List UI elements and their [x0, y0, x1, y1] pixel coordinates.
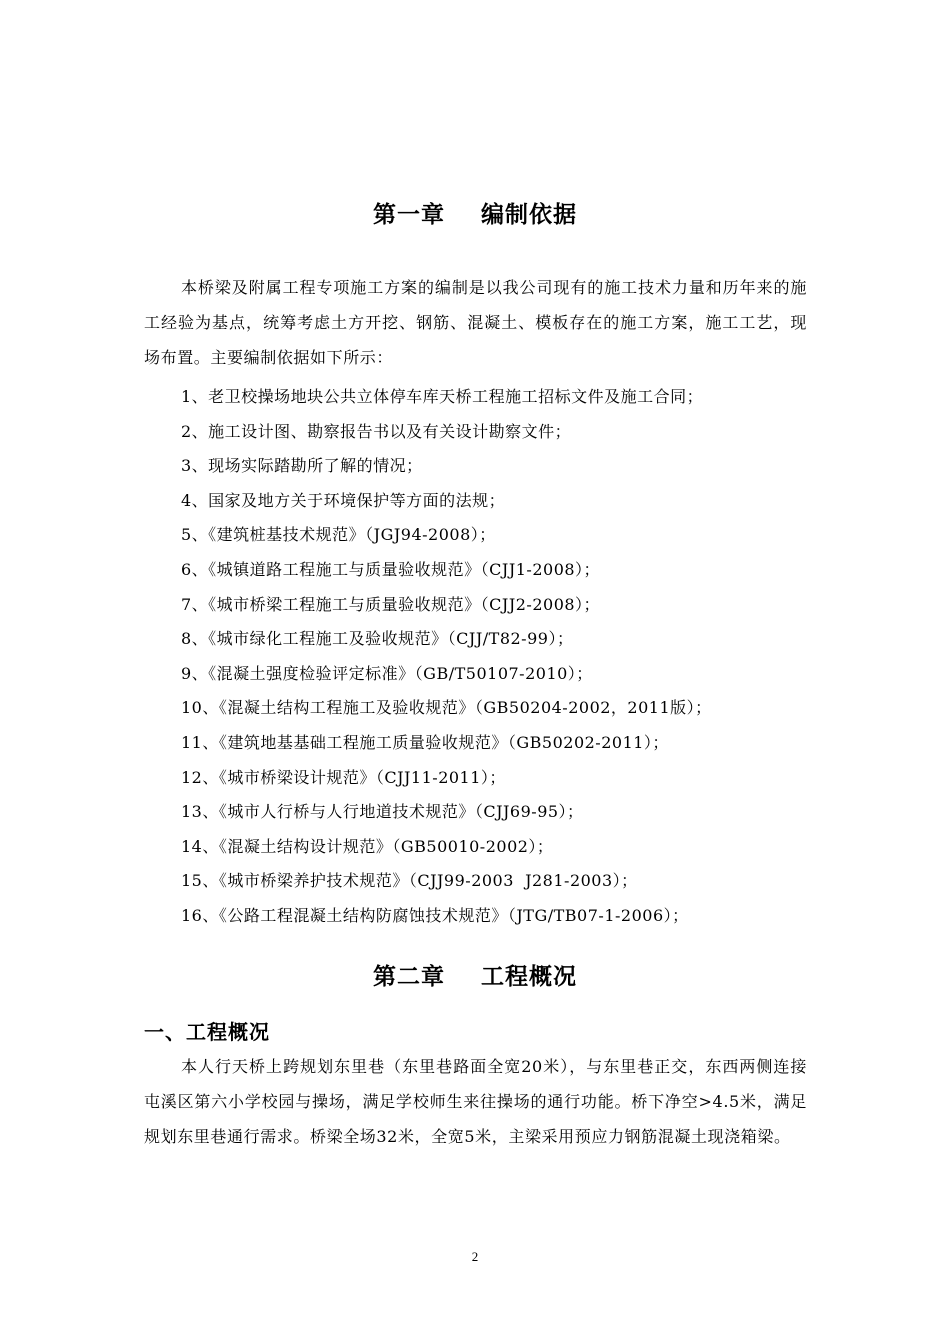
list-item: 2、施工设计图、勘察报告书以及有关设计勘察文件； [181, 421, 572, 441]
list-item: 8、《城市绿化工程施工及验收规范》（CJJ/T82-99）； [181, 629, 574, 649]
list-item: 14、《混凝土结构设计规范》（GB50010-2002）； [181, 836, 554, 856]
list-item: 11、《建筑地基基础工程施工质量验收规范》（GB50202-2011）； [181, 732, 669, 752]
list-item: 13、《城市人行桥与人行地道技术规范》（CJJ69-95）； [181, 802, 584, 822]
list-item: 9、《混凝土强度检验评定标准》（GB/T50107-2010）； [181, 663, 593, 683]
list-item: 7、《城市桥梁工程施工与质量验收规范》（CJJ2-2008）； [181, 594, 601, 614]
list-item: 10、《混凝土结构工程施工及验收规范》（GB50204-2002，2011版）； [181, 698, 712, 718]
chapter-1-title: 第一章 编制依据 [372, 202, 578, 228]
list-item: 6、《城镇道路工程施工与质量验收规范》（CJJ1-2008）； [181, 559, 601, 579]
chapter-2-title: 第二章 工程概况 [372, 964, 578, 990]
list-item: 16、《公路工程混凝土结构防腐蚀技术规范》（JTG/TB07-1-2006）； [181, 905, 689, 925]
list-item: 5、《建筑桩基技术规范》（JGJ94-2008）； [181, 525, 496, 545]
project-overview-paragraph: 本人行天桥上跨规划东里巷（东里巷路面全宽20米），与东里巷正交，东西两侧连接屯溪区第六小学校园与操场，满足学校师生来往操场的通行功能。桥下净空>4.5米，满足规划东里巷通行需求。桥梁全场32米，全宽5米，主梁采用预应力钢筋混凝土现浇箱梁。 [144, 1057, 807, 1146]
page-number: 2 [471, 1249, 479, 1264]
section-heading: 一、工程概况 [144, 1020, 270, 1044]
list-item: 1、老卫校操场地块公共立体停车库天桥工程施工招标文件及施工合同； [181, 387, 704, 406]
chapter-1-intro: 本桥梁及附属工程专项施工方案的编制是以我公司现有的施工技术力量和历年来的施工经验为基点，统筹考虑土方开挖、钢筋、混凝土、模板存在的施工方案，施工工艺，现场布置。主要编制依据如下所示： [144, 278, 807, 367]
basis-list [181, 380, 712, 934]
list-item: 4、国家及地方关于环境保护等方面的法规； [181, 490, 506, 510]
list-item: 12、《城市桥梁设计规范》（CJJ11-2011）； [181, 767, 506, 787]
list-item: 3、现场实际踏勘所了解的情况； [181, 456, 423, 476]
list-item: 15、《城市桥梁养护技术规范》（CJJ99-2003 J281-2003）； [181, 871, 638, 891]
